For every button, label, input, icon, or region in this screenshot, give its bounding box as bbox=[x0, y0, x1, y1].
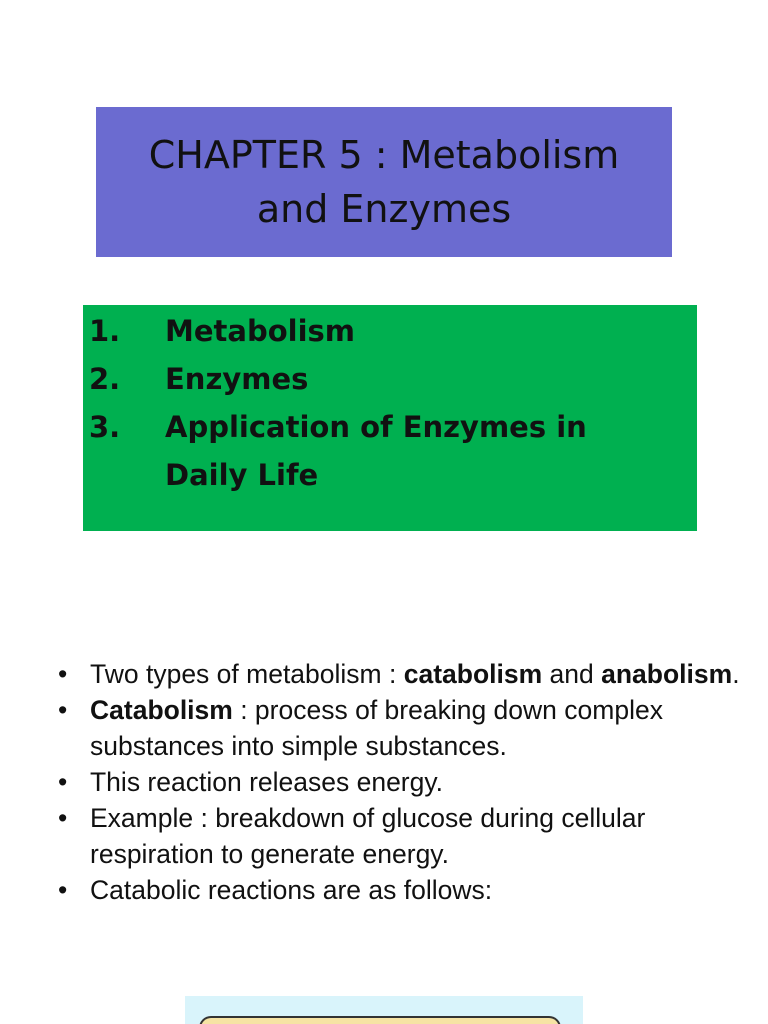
chapter-title bbox=[149, 128, 620, 236]
bullet-item bbox=[58, 656, 748, 692]
metabolism-bullet-list bbox=[58, 656, 748, 908]
bullet-item bbox=[58, 872, 748, 908]
topic-number: 2. bbox=[89, 362, 121, 396]
bullet-text: : process of breaking down complex substances into simple substances. bbox=[90, 695, 663, 761]
topic-number: 1. bbox=[89, 314, 121, 348]
topic-label: Enzymes bbox=[165, 362, 309, 396]
bullet-marker: • bbox=[58, 659, 68, 689]
bullet-text: This reaction releases energy. bbox=[90, 767, 444, 797]
chapter-title-box bbox=[96, 107, 672, 257]
topics-box bbox=[83, 305, 697, 531]
bullet-item bbox=[58, 692, 748, 764]
topic-item bbox=[83, 403, 697, 499]
diagram-box bbox=[199, 1016, 561, 1024]
bullet-bold-term: catabolism bbox=[403, 659, 543, 689]
bullet-marker: • bbox=[58, 767, 68, 797]
topic-label: Application of Enzymes in Daily Life bbox=[165, 410, 587, 492]
bullet-bold-term: Catabolism bbox=[90, 695, 233, 725]
bullet-text: Two types of metabolism : bbox=[90, 659, 404, 689]
bullet-text: Example : breakdown of glucose during cellular respiration to generate energy. bbox=[90, 803, 646, 869]
topic-item bbox=[83, 307, 697, 355]
bullet-marker: • bbox=[58, 695, 68, 725]
bullet-text: . bbox=[732, 659, 740, 689]
bullet-item bbox=[58, 764, 748, 800]
topic-number: 3. bbox=[89, 410, 121, 444]
bullet-marker: • bbox=[58, 875, 68, 905]
bullet-marker: • bbox=[58, 803, 68, 833]
chapter-title-line-2: and Enzymes bbox=[256, 187, 512, 231]
bullet-bold-term: anabolism bbox=[601, 659, 733, 689]
chapter-title-line-1: CHAPTER 5 : Metabolism bbox=[148, 133, 620, 177]
bullet-text: and bbox=[542, 659, 602, 689]
bullet-text: Catabolic reactions are as follows: bbox=[90, 875, 493, 905]
catabolic-reaction-diagram bbox=[185, 996, 583, 1024]
bullet-item bbox=[58, 800, 748, 872]
topic-item bbox=[83, 355, 697, 403]
topic-label: Metabolism bbox=[165, 314, 356, 348]
topics-list bbox=[83, 307, 697, 499]
